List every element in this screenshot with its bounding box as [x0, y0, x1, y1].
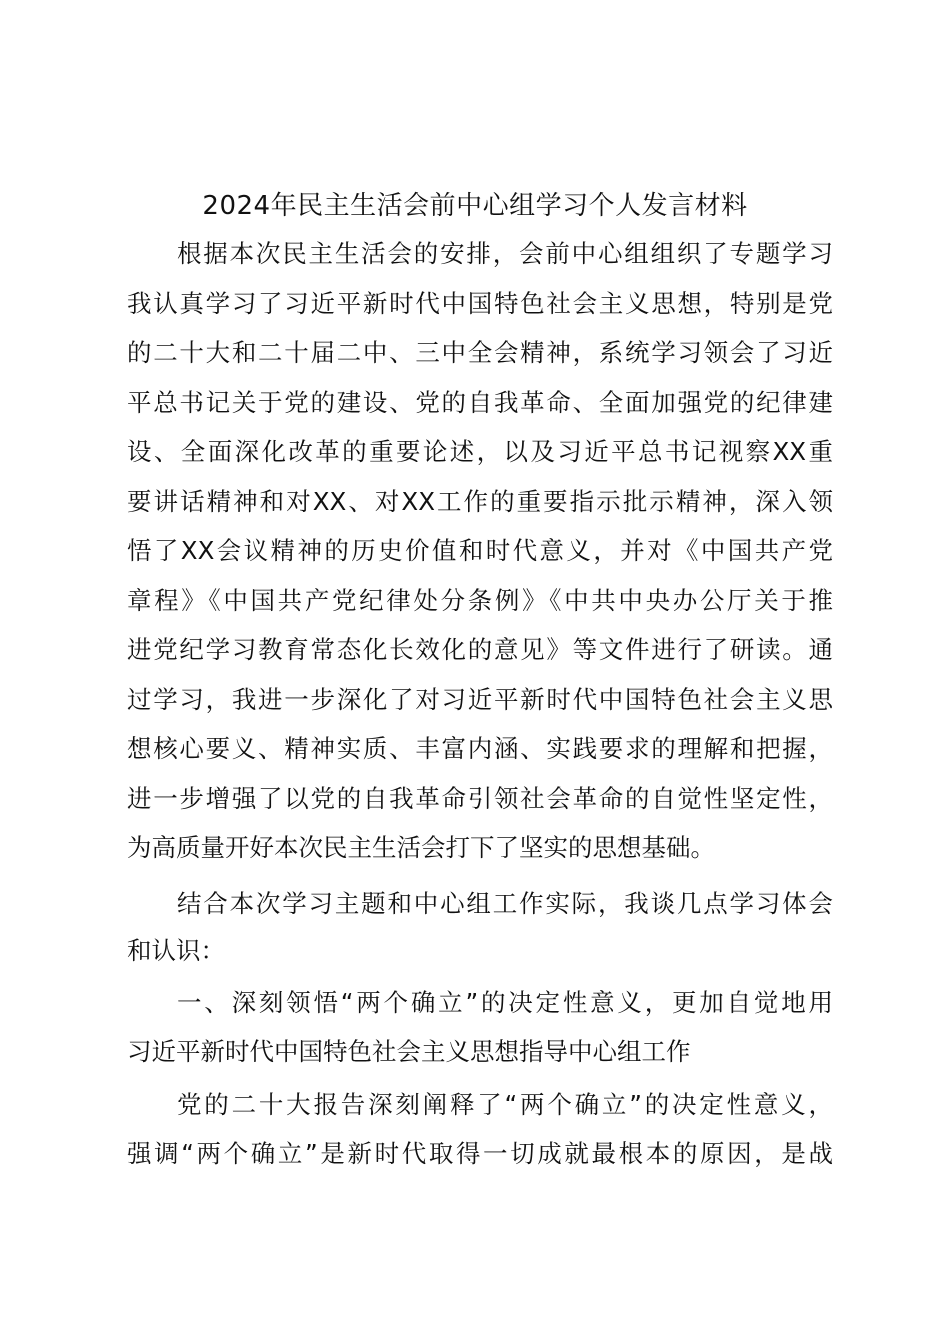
paragraph-line: 平总书记关于党的建设、党的自我革命、全面加强党的纪律建 — [127, 388, 833, 417]
section-heading-line: 习近平新时代中国特色社会主义思想指导中心组工作 — [127, 1037, 691, 1066]
paragraph-line: 过学习，我进一步深化了对习近平新时代中国特色社会主义思 — [127, 685, 833, 714]
paragraph-line: 和认识： — [127, 936, 225, 965]
paragraph-line: 想核心要义、精神实质、丰富内涵、实践要求的理解和把握， — [127, 734, 833, 763]
paragraph-line: 进一步增强了以党的自我革命引领社会革命的自觉性坚定性， — [127, 784, 833, 813]
paragraph-line: 悟了XX会议精神的历史价值和时代意义，并对《中国共产党 — [127, 536, 833, 565]
section-heading-line: 一、深刻领悟“两个确立”的决定性意义，更加自觉地用 — [177, 988, 833, 1017]
paragraph-line: 为高质量开好本次民主生活会打下了坚实的思想基础。 — [127, 833, 715, 862]
paragraph-line: 根据本次民主生活会的安排，会前中心组组织了专题学习 — [177, 239, 833, 268]
paragraph-line: 的二十大和二十届二中、三中全会精神，系统学习领会了习近 — [127, 338, 833, 367]
paragraph-line: 我认真学习了习近平新时代中国特色社会主义思想，特别是党 — [127, 289, 833, 318]
paragraph-line: 党的二十大报告深刻阐释了“两个确立”的决定性意义， — [177, 1090, 833, 1119]
paragraph-line: 结合本次学习主题和中心组工作实际，我谈几点学习体会 — [177, 889, 833, 918]
paragraph-line: 章程》《中国共产党纪律处分条例》《中共中央办公厅关于推 — [127, 586, 833, 615]
paragraph-line: 强调“两个确立”是新时代取得一切成就最根本的原因，是战 — [127, 1139, 833, 1168]
paragraph-line: 设、全面深化改革的重要论述，以及习近平总书记视察XX重 — [127, 437, 833, 466]
paragraph-line: 进党纪学习教育常态化长效化的意见》等文件进行了研读。通 — [127, 635, 833, 664]
paragraph-line: 要讲话精神和对XX、对XX工作的重要指示批示精神，深入领 — [127, 487, 833, 516]
document-title: 2024年民主生活会前中心组学习个人发言材料 — [202, 191, 748, 221]
